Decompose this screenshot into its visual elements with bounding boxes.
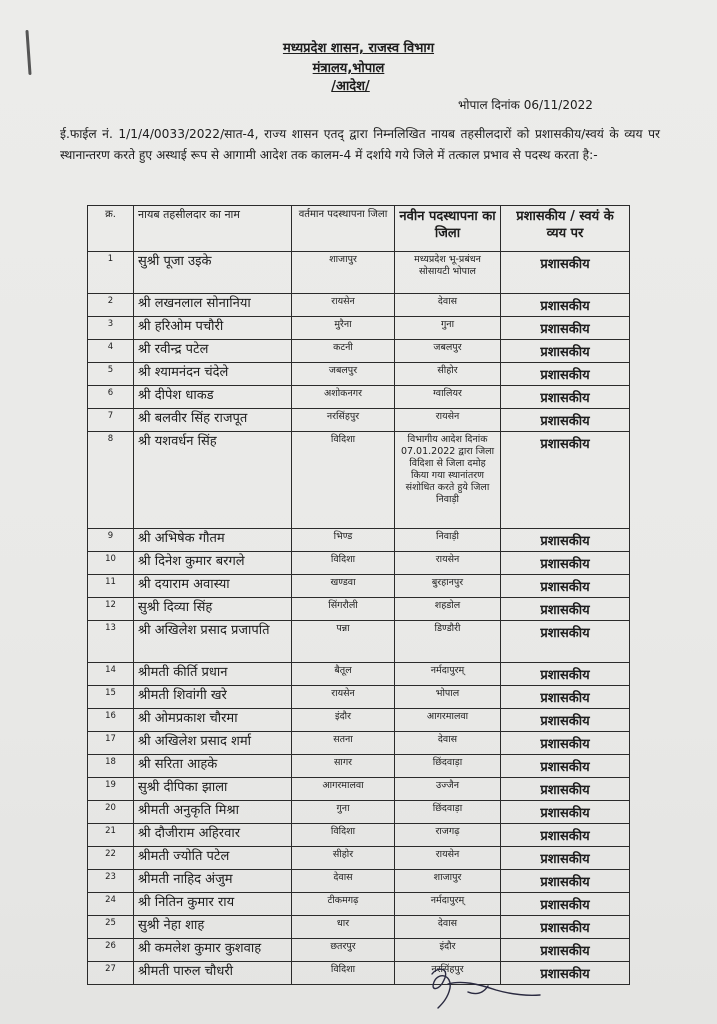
current-district-cell: अशोकनगर (292, 386, 395, 409)
table-row (88, 778, 630, 801)
department-heading: मध्यप्रदेश शासन, राजस्व विभाग (282, 41, 435, 56)
current-district-cell: सीहोर (292, 847, 395, 870)
transfer-type-cell: प्रशासकीय (501, 621, 630, 663)
current-district-cell: बैतूल (292, 663, 395, 686)
officer-name-cell: श्री दिनेश कुमार बरगले (134, 552, 292, 575)
table-row (88, 686, 630, 709)
order-intro-paragraph: ई.फाईल नं. 1/1/4/0033/2022/सात-4, राज्य शासन एतद् द्वारा निम्नलिखित नायब तहसीलदारों को प्रशासकीय/स्वयं के व्यय पर स्थानान्तरण करते हुए अस्थाई रूप से आगामी आदेश तक कालम-4 में दर्शाये गये जिले में तत्काल प्रभाव से पदस्थ करता है:- (60, 127, 660, 162)
current-district-cell: छतरपुर (292, 939, 395, 962)
officer-name-cell: सुश्री दीपिका झाला (134, 778, 292, 801)
transfer-type-cell: प्रशासकीय (501, 552, 630, 575)
col-header-sr: क्र. (88, 206, 134, 252)
transfer-table (87, 205, 630, 985)
new-district-cell: विभागीय आदेश दिनांक 07.01.2022 द्वारा जिला विदिशा से जिला दमोह किया गया स्थानांतरण संशोधित करते हुये जिला निवाड़ी (395, 432, 501, 529)
officer-name-cell: श्री बलवीर सिंह राजपूत (134, 409, 292, 432)
table-row (88, 386, 630, 409)
officer-name-cell: श्रीमती कीर्ति प्रधान (134, 663, 292, 686)
new-district-cell: नर्मदापुरम् (395, 663, 501, 686)
table-row (88, 709, 630, 732)
new-district-cell: ग्वालियर (395, 386, 501, 409)
transfer-type-cell: प्रशासकीय (501, 386, 630, 409)
transfer-type-cell: प्रशासकीय (501, 870, 630, 893)
serial-number-cell: 7 (88, 409, 134, 432)
serial-number-cell: 1 (88, 252, 134, 294)
current-district-cell: खण्डवा (292, 575, 395, 598)
current-district-cell: धार (292, 916, 395, 939)
officer-name-cell: श्री अखिलेश प्रसाद शर्मा (134, 732, 292, 755)
new-district-cell: रायसेन (395, 847, 501, 870)
serial-number-cell: 5 (88, 363, 134, 386)
current-district-cell: टीकमगढ़ (292, 893, 395, 916)
officer-name-cell: श्री हरिओम पचौरी (134, 317, 292, 340)
serial-number-cell: 6 (88, 386, 134, 409)
transfer-type-cell: प्रशासकीय (501, 317, 630, 340)
officer-name-cell: श्रीमती पारुल चौधरी (134, 962, 292, 985)
officer-name-cell: श्री नितिन कुमार राय (134, 893, 292, 916)
col-header-current: वर्तमान पदस्थापना जिला (292, 206, 395, 252)
serial-number-cell: 2 (88, 294, 134, 317)
officer-name-cell: श्री अभिषेक गौतम (134, 529, 292, 552)
new-district-cell: जबलपुर (395, 340, 501, 363)
current-district-cell: रायसेन (292, 686, 395, 709)
new-district-cell: छिंदवाड़ा (395, 755, 501, 778)
officer-name-cell: श्री दयाराम अवास्या (134, 575, 292, 598)
officer-name-cell: श्री रवीन्द्र पटेल (134, 340, 292, 363)
current-district-cell: विदिशा (292, 824, 395, 847)
officer-name-cell: श्री अखिलेश प्रसाद प्रजापति (134, 621, 292, 663)
transfer-type-cell: प्रशासकीय (501, 824, 630, 847)
new-district-cell: शाजापुर (395, 870, 501, 893)
serial-number-cell: 16 (88, 709, 134, 732)
serial-number-cell: 22 (88, 847, 134, 870)
officer-name-cell: श्रीमती ज्योति पटेल (134, 847, 292, 870)
table-row (88, 340, 630, 363)
transfer-type-cell: प्रशासकीय (501, 663, 630, 686)
serial-number-cell: 11 (88, 575, 134, 598)
current-district-cell: रायसेन (292, 294, 395, 317)
transfer-type-cell: प्रशासकीय (501, 686, 630, 709)
officer-name-cell: श्री कमलेश कुमार कुशवाह (134, 939, 292, 962)
serial-number-cell: 20 (88, 801, 134, 824)
transfer-type-cell: प्रशासकीय (501, 575, 630, 598)
table-row (88, 409, 630, 432)
table-row (88, 317, 630, 340)
table-row (88, 801, 630, 824)
table-row (88, 529, 630, 552)
officer-name-cell: श्री सरिता आहके (134, 755, 292, 778)
officer-name-cell: सुश्री नेहा शाह (134, 916, 292, 939)
table-row (88, 847, 630, 870)
new-district-cell: गुना (395, 317, 501, 340)
col-header-admin: प्रशासकीय / स्वयं के व्यय पर (501, 206, 630, 252)
current-district-cell: मुरैना (292, 317, 395, 340)
transfer-type-cell: प्रशासकीय (501, 778, 630, 801)
new-district-cell: नर्मदापुरम् (395, 893, 501, 916)
current-district-cell: विदिशा (292, 552, 395, 575)
new-district-cell: रायसेन (395, 409, 501, 432)
table-row (88, 663, 630, 686)
current-district-cell: सागर (292, 755, 395, 778)
new-district-cell: नरसिंहपुर (395, 962, 501, 985)
serial-number-cell: 21 (88, 824, 134, 847)
table-row (88, 575, 630, 598)
serial-number-cell: 13 (88, 621, 134, 663)
officer-name-cell: श्री ओमप्रकाश चौरमा (134, 709, 292, 732)
transfer-type-cell: प्रशासकीय (501, 252, 630, 294)
transfer-type-cell: प्रशासकीय (501, 732, 630, 755)
officer-name-cell: श्री यशवर्धन सिंह (134, 432, 292, 529)
transfer-type-cell: प्रशासकीय (501, 962, 630, 985)
serial-number-cell: 27 (88, 962, 134, 985)
col-header-name: नायब तहसीलदार का नाम (134, 206, 292, 252)
col-header-new: नवीन पदस्थापना का जिला (395, 206, 501, 252)
serial-number-cell: 18 (88, 755, 134, 778)
current-district-cell: देवास (292, 870, 395, 893)
current-district-cell: नरसिंहपुर (292, 409, 395, 432)
current-district-cell: जबलपुर (292, 363, 395, 386)
new-district-cell: निवाड़ी (395, 529, 501, 552)
current-district-cell: गुना (292, 801, 395, 824)
transfer-type-cell: प्रशासकीय (501, 409, 630, 432)
serial-number-cell: 3 (88, 317, 134, 340)
new-district-cell: भोपाल (395, 686, 501, 709)
current-district-cell: विदिशा (292, 962, 395, 985)
transfer-type-cell: प्रशासकीय (501, 755, 630, 778)
table-row (88, 732, 630, 755)
serial-number-cell: 12 (88, 598, 134, 621)
serial-number-cell: 14 (88, 663, 134, 686)
table-header-row (88, 206, 630, 252)
table-row (88, 294, 630, 317)
transfer-type-cell: प्रशासकीय (501, 598, 630, 621)
officer-name-cell: सुश्री दिव्या सिंह (134, 598, 292, 621)
new-district-cell: आगरमालवा (395, 709, 501, 732)
new-district-cell: डिण्डौरी (395, 621, 501, 663)
serial-number-cell: 4 (88, 340, 134, 363)
transfer-type-cell: प्रशासकीय (501, 340, 630, 363)
ministry-heading: मंत्रालय,भोपाल (312, 61, 385, 76)
officer-name-cell: श्रीमती नाहिद अंजुम (134, 870, 292, 893)
new-district-cell: देवास (395, 294, 501, 317)
new-district-cell: छिंदवाड़ा (395, 801, 501, 824)
table-row (88, 598, 630, 621)
serial-number-cell: 8 (88, 432, 134, 529)
serial-number-cell: 26 (88, 939, 134, 962)
table-row (88, 893, 630, 916)
serial-number-cell: 24 (88, 893, 134, 916)
table-row (88, 916, 630, 939)
new-district-cell: राजगढ़ (395, 824, 501, 847)
current-district-cell: शाजापुर (292, 252, 395, 294)
transfer-type-cell: प्रशासकीय (501, 709, 630, 732)
current-district-cell: सिंगरौली (292, 598, 395, 621)
table-row (88, 552, 630, 575)
serial-number-cell: 15 (88, 686, 134, 709)
officer-name-cell: श्री श्यामनंदन चंदेले (134, 363, 292, 386)
new-district-cell: रायसेन (395, 552, 501, 575)
serial-number-cell: 19 (88, 778, 134, 801)
transfer-type-cell: प्रशासकीय (501, 939, 630, 962)
transfer-type-cell: प्रशासकीय (501, 847, 630, 870)
serial-number-cell: 9 (88, 529, 134, 552)
new-district-cell: उज्जैन (395, 778, 501, 801)
serial-number-cell: 23 (88, 870, 134, 893)
table-row (88, 252, 630, 294)
new-district-cell: मध्यप्रदेश भू-प्रबंधन सोसायटी भोपाल (395, 252, 501, 294)
current-district-cell: सतना (292, 732, 395, 755)
table-row (88, 755, 630, 778)
transfer-type-cell: प्रशासकीय (501, 529, 630, 552)
officer-name-cell: श्रीमती अनुकृति मिश्रा (134, 801, 292, 824)
transfer-type-cell: प्रशासकीय (501, 294, 630, 317)
order-heading: /आदेश/ (331, 79, 370, 94)
transfer-type-cell: प्रशासकीय (501, 363, 630, 386)
new-district-cell: सीहोर (395, 363, 501, 386)
new-district-cell: इंदौर (395, 939, 501, 962)
table-row (88, 363, 630, 386)
transfer-type-cell: प्रशासकीय (501, 893, 630, 916)
table-row (88, 824, 630, 847)
table-row (88, 870, 630, 893)
current-district-cell: भिण्ड (292, 529, 395, 552)
table-row (88, 432, 630, 529)
transfer-type-cell: प्रशासकीय (501, 801, 630, 824)
current-district-cell: विदिशा (292, 432, 395, 529)
table-row (88, 939, 630, 962)
officer-name-cell: श्री दीपेश धाकड (134, 386, 292, 409)
officer-name-cell: सुश्री पूजा उइके (134, 252, 292, 294)
serial-number-cell: 17 (88, 732, 134, 755)
new-district-cell: बुरहानपुर (395, 575, 501, 598)
signature (418, 962, 548, 1012)
officer-name-cell: श्री दौजीराम अहिरवार (134, 824, 292, 847)
serial-number-cell: 25 (88, 916, 134, 939)
table-row (88, 621, 630, 663)
current-district-cell: पन्ना (292, 621, 395, 663)
new-district-cell: देवास (395, 916, 501, 939)
officer-name-cell: श्रीमती शिवांगी खरे (134, 686, 292, 709)
transfer-type-cell: प्रशासकीय (501, 916, 630, 939)
new-district-cell: शहडोल (395, 598, 501, 621)
current-district-cell: कटनी (292, 340, 395, 363)
serial-number-cell: 10 (88, 552, 134, 575)
current-district-cell: आगरमालवा (292, 778, 395, 801)
table-row (88, 962, 630, 985)
table-body (88, 252, 630, 985)
new-district-cell: देवास (395, 732, 501, 755)
order-date: भोपाल दिनांक 06/11/2022 (458, 98, 593, 112)
officer-name-cell: श्री लखनलाल सोनानिया (134, 294, 292, 317)
transfer-type-cell: प्रशासकीय (501, 432, 630, 529)
current-district-cell: इंदौर (292, 709, 395, 732)
